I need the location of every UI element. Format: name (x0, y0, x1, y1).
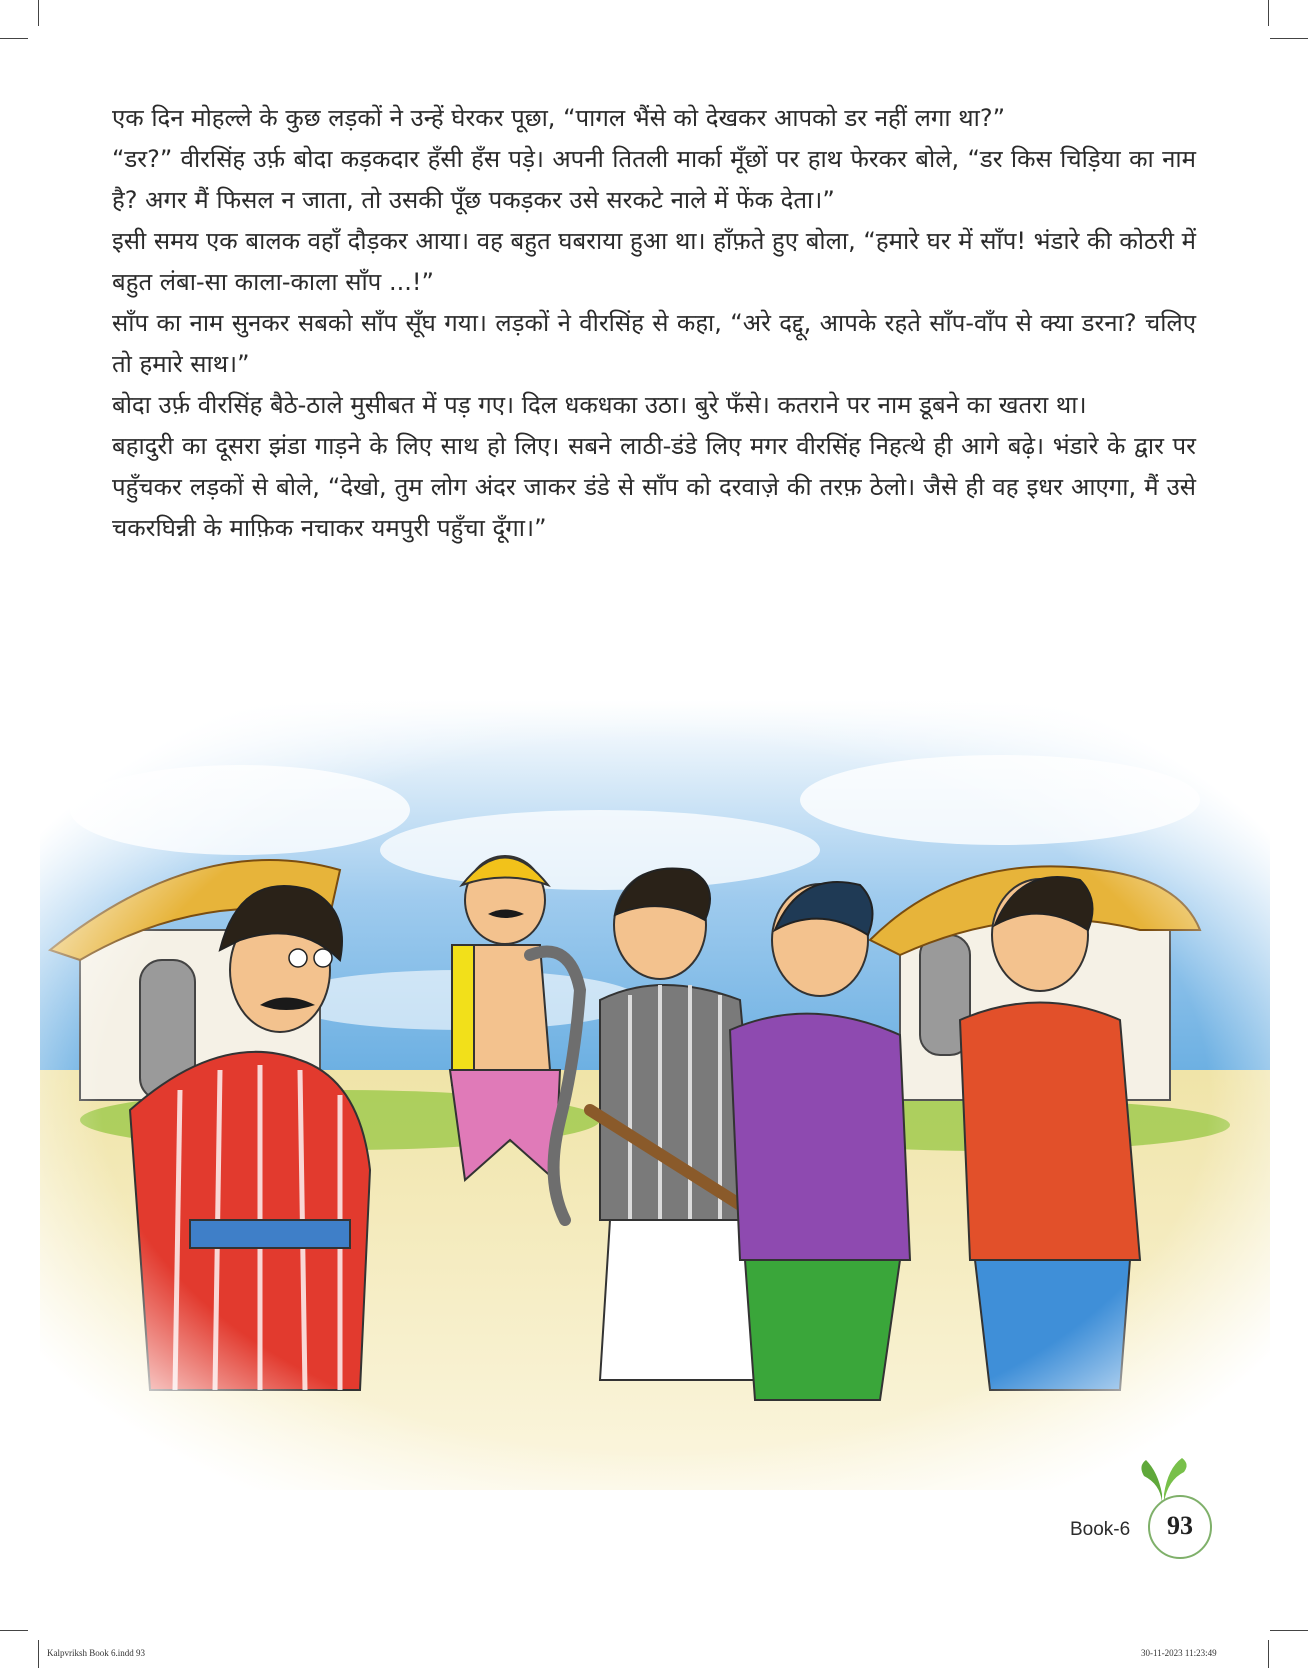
story-paragraph: बहादुरी का दूसरा झंडा गाड़ने के लिए साथ हो लिए। सबने लाठी-डंडे लिए मगर वीरसिंह निहत्थे ही आगे बढ़े। भंडारे के द्वार पर पहुँचकर लड़कों से बोले, “देखो, तुम लोग अंदर जाकर डंडे से साँप को दरवाज़े की तरफ़ ठेलो। जैसे ही वह इधर आएगा, मैं उसे चकरघिन्नी के माफ़िक नचाकर यमपुरी पहुँचा दूँगा।” (112, 432, 1196, 542)
story-illustration (40, 700, 1270, 1490)
print-slug-file: Kalpvriksh Book 6.indd 93 (47, 1648, 145, 1658)
page-number-badge (1148, 1495, 1212, 1559)
crop-mark (1270, 38, 1308, 39)
crop-mark (1268, 1640, 1269, 1668)
story-paragraph: बोदा उर्फ़ वीरसिंह बैठे-ठाले मुसीबत में पड़ गए। दिल धकधका उठा। बुरे फँसे। कतराने पर नाम डूबने का खतरा था। (112, 391, 1087, 419)
crop-mark (1268, 0, 1269, 26)
book-label: Book-6 (1070, 1519, 1131, 1540)
story-paragraph: “डर?” वीरसिंह उर्फ़ बोदा कड़कदार हँसी हँस पड़े। अपनी तितली मार्का मूँछों पर हाथ फेरकर बोले, “डर किस चिड़िया का नाम है? अगर मैं फिसल न जाता, तो उसकी पूँछ पकड़कर उसे सरकटे नाले में फेंक देता।” (112, 145, 1196, 214)
vignette (40, 700, 1270, 1490)
story-paragraph: एक दिन मोहल्ले के कुछ लड़कों ने उन्हें घेरकर पूछा, “पागल भैंसे को देखकर आपको डर नहीं लगा था?” (112, 104, 1006, 132)
crop-mark (0, 38, 28, 39)
story-paragraph: साँप का नाम सुनकर सबको साँप सूँघ गया। लड़कों ने वीरसिंह से कहा, “अरे दद्दू, आपके रहते साँप-वाँप से क्या डरना? चलिए तो हमारे साथ।” (112, 309, 1196, 378)
print-slug-date: 30-11-2023 11:23:49 (1141, 1648, 1217, 1658)
crop-mark (0, 1630, 28, 1631)
story-paragraph: इसी समय एक बालक वहाँ दौड़कर आया। वह बहुत घबराया हुआ था। हाँफ़ते हुए बोला, “हमारे घर में साँप! भंडारे की कोठरी में बहुत लंबा-सा काला-काला साँप ...!” (112, 227, 1196, 296)
crop-mark (38, 0, 39, 26)
story-text (112, 98, 1196, 549)
crop-mark (38, 1640, 39, 1668)
crop-mark (1270, 1630, 1308, 1631)
page-number: 93 (1167, 1511, 1193, 1540)
